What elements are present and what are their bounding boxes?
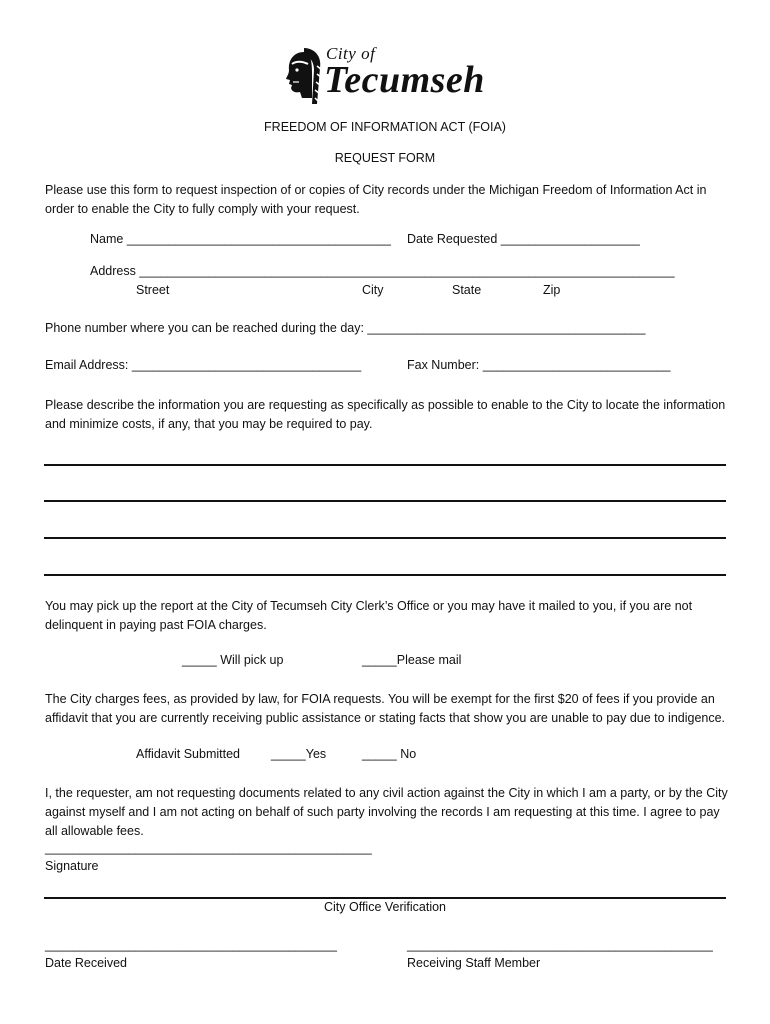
description-line[interactable] xyxy=(44,464,726,466)
pickup-text: You may pick up the report at the City of Tecumseh City Clerk’s Office or you may have it mailed to you, if you are not delinquent in paying past FOIA charges. xyxy=(45,599,693,632)
phone-field[interactable]: Phone number where you can be reached during the day: ________________________________________ xyxy=(45,321,646,335)
native-chief-head-icon xyxy=(284,46,324,106)
description-line[interactable] xyxy=(44,500,726,502)
will-pick-up-option[interactable]: _____ Will pick up xyxy=(182,653,284,667)
name-field[interactable]: Name ______________________________________ xyxy=(90,232,391,246)
form-subtitle: REQUEST FORM xyxy=(334,151,436,165)
affidavit-label: Affidavit Submitted xyxy=(136,747,240,761)
zip-label: Zip xyxy=(543,283,561,297)
fees-text: The City charges fees, as provided by law, for FOIA requests. You will be exempt for the first $20 of fees if you provide an affidavit that you are currently receiving public assistance or stating facts that show you are unable to pay due to indigence. xyxy=(45,692,726,725)
office-verification-title: City Office Verification xyxy=(323,900,447,914)
receiving-staff-line[interactable]: ____________________________________________ xyxy=(407,938,713,952)
receiving-staff-label: Receiving Staff Member xyxy=(407,956,541,970)
describe-instructions: Please describe the information you are requesting as specifically as possible to enable to the City to locate the information and minimize costs, if any, that you may be required to pay. xyxy=(45,398,726,431)
office-divider xyxy=(44,897,726,899)
form-title: FREEDOM OF INFORMATION ACT (FOIA) xyxy=(264,120,506,134)
address-field[interactable]: Address _____________________________________________________________________________ xyxy=(90,264,675,278)
intro-text: Please use this form to request inspection of or copies of City records under the Michigan Freedom of Information Act in order to enable the City to fully comply with your request. xyxy=(45,183,707,216)
please-mail-option[interactable]: _____Please mail xyxy=(362,653,462,667)
logo-name: Tecumseh xyxy=(324,59,485,101)
certification-text: I, the requester, am not requesting documents related to any civil action against the City in which I am a party, or by the City against myself and I am not acting on behalf of such party involving the records I am requesting at this time. I agree to pay all allowable fees. xyxy=(45,786,728,838)
signature-label: Signature xyxy=(45,859,99,873)
affidavit-no-option[interactable]: _____ No xyxy=(362,747,417,761)
fax-field[interactable]: Fax Number: ___________________________ xyxy=(407,358,671,372)
date-received-label: Date Received xyxy=(45,956,127,970)
description-line[interactable] xyxy=(44,574,726,576)
city-logo xyxy=(284,44,494,106)
description-line[interactable] xyxy=(44,537,726,539)
email-field[interactable]: Email Address: _________________________________ xyxy=(45,358,362,372)
state-label: State xyxy=(452,283,482,297)
affidavit-yes-option[interactable]: _____Yes xyxy=(271,747,327,761)
logo-city-of: City of xyxy=(326,44,376,63)
city-label: City xyxy=(362,283,384,297)
date-requested-field[interactable]: Date Requested ____________________ xyxy=(407,232,640,246)
date-received-line[interactable]: __________________________________________ xyxy=(45,938,337,952)
street-label: Street xyxy=(136,283,170,297)
signature-line[interactable]: _______________________________________________ xyxy=(45,841,372,855)
